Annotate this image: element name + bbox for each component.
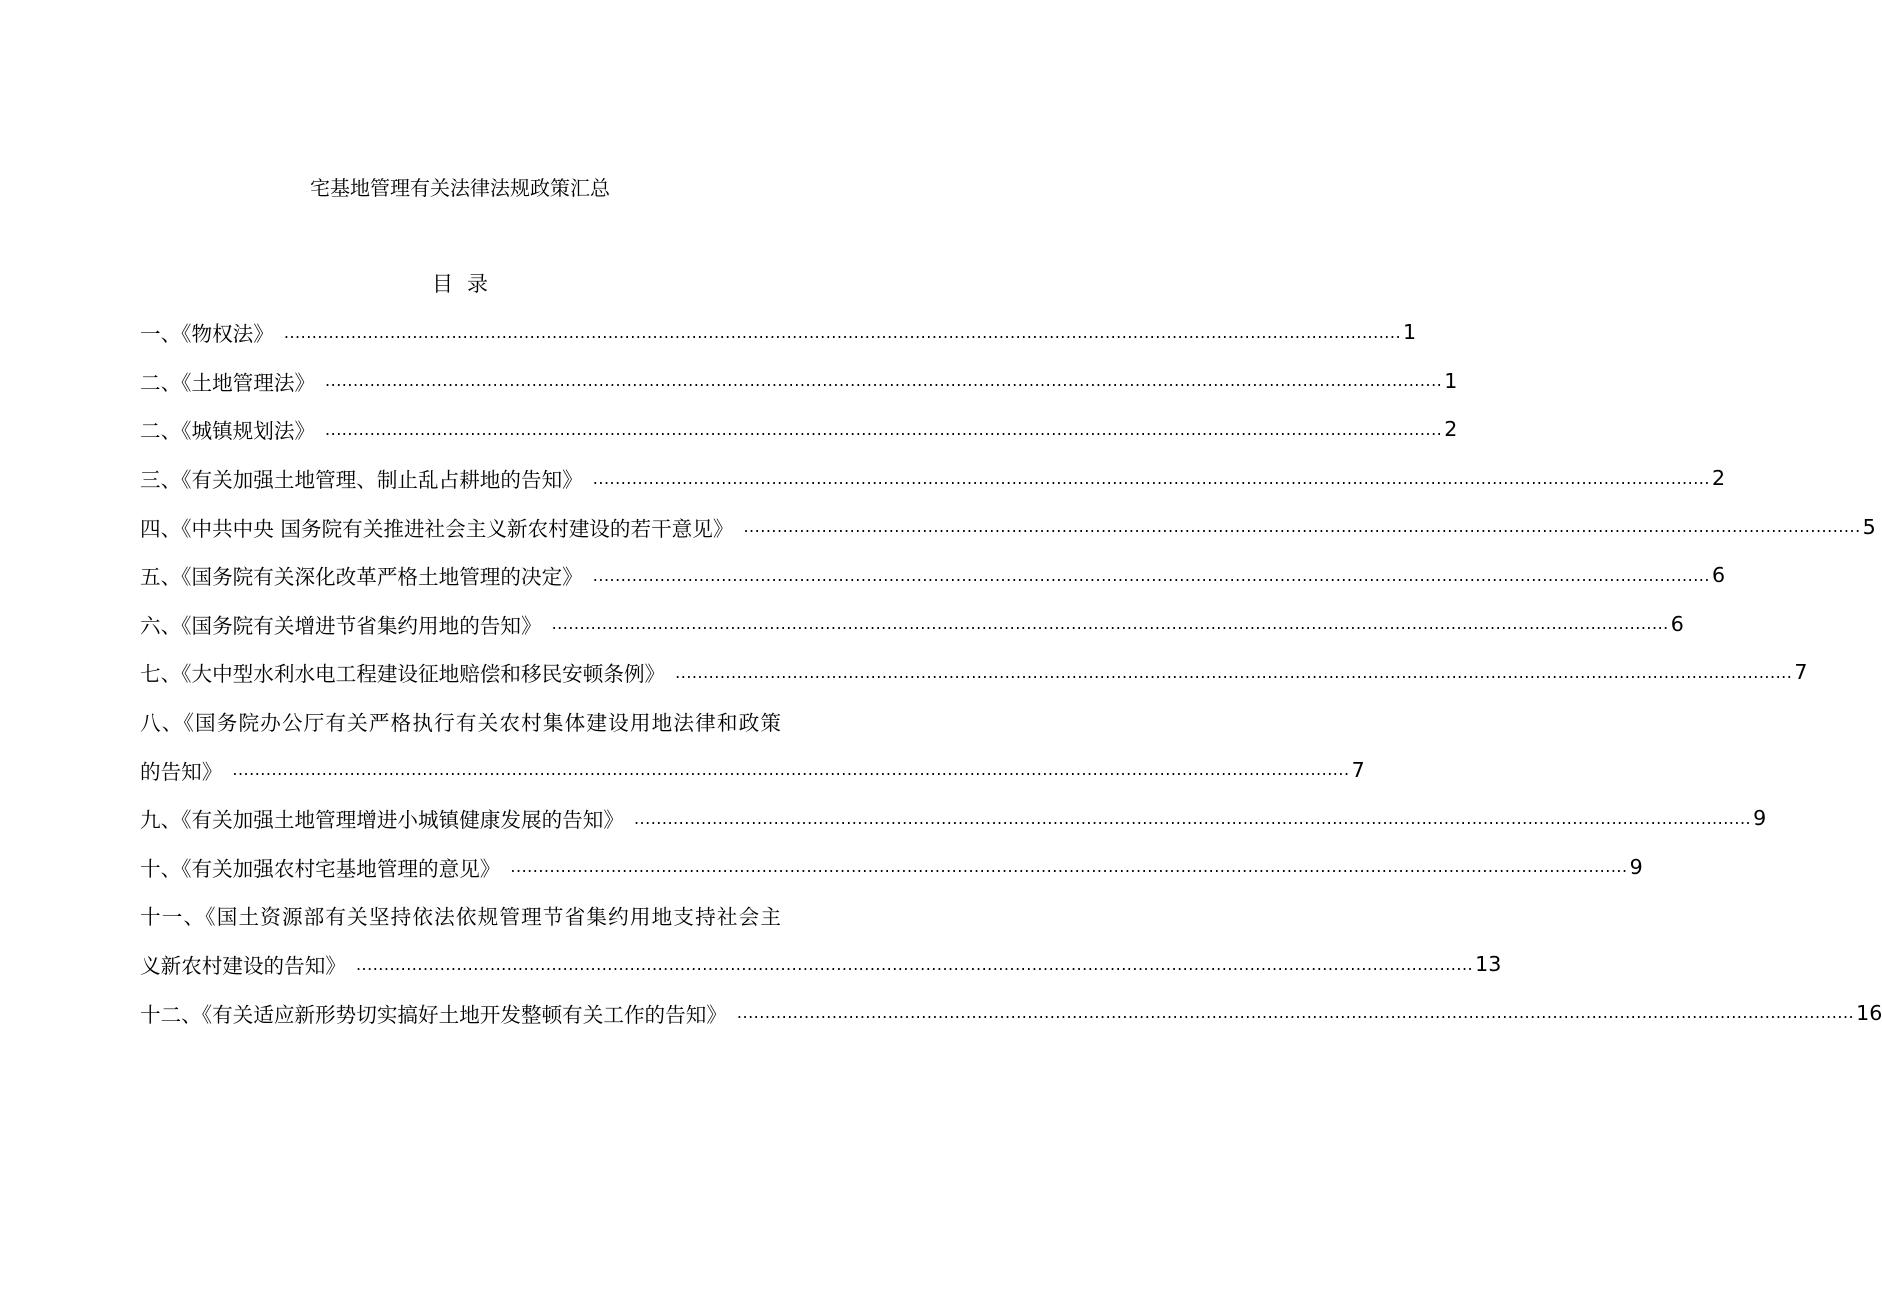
toc-page-number: 1: [1444, 368, 1458, 393]
toc-entry-label: 的告知》: [140, 759, 223, 784]
toc-page-number: 7: [1351, 757, 1365, 782]
dot-leader: ........................................................................................................................................................................................................: [232, 760, 1350, 780]
toc-page-number: 2: [1444, 417, 1458, 442]
toc-entry[interactable]: [140, 794, 1767, 843]
toc-entry[interactable]: [140, 454, 1726, 503]
toc-entry[interactable]: [140, 891, 781, 940]
toc-entry[interactable]: [140, 551, 1726, 600]
document-title: 宅基地管理有关法律法规政策汇总: [310, 176, 610, 200]
toc-entry[interactable]: [140, 843, 1643, 892]
toc-page-number: 16: [1856, 1000, 1882, 1025]
dot-leader: ........................................................................................................................................................................................................: [551, 614, 1669, 634]
toc-heading: 目录: [432, 272, 502, 296]
toc-entry-label: 十、《有关加强农村宅基地管理的意见》: [140, 856, 501, 881]
toc-entry-label: 七、《大中型水利水电工程建设征地赔偿和移民安顿条例》: [140, 662, 666, 687]
toc-page-number: 7: [1794, 660, 1808, 685]
dot-leader: ........................................................................................................................................................................................................: [325, 419, 1443, 439]
toc-page-number: 9: [1629, 854, 1643, 879]
dot-leader: ........................................................................................................................................................................................................: [675, 662, 1793, 682]
dot-leader: ........................................................................................................................................................................................................: [355, 954, 1474, 974]
toc-page-number: 5: [1862, 514, 1876, 539]
toc-entry-label: 九、《有关加强土地管理增进小城镇健康发展的告知》: [140, 808, 624, 833]
dot-leader: ........................................................................................................................................................................................................: [592, 468, 1710, 488]
toc-entry-label: 八、《国务院办公厅有关严格执行有关农村集体建设用地法律和政策: [140, 711, 781, 736]
toc-entry-label: 三、《有关加强土地管理、制止乱占耕地的告知》: [140, 468, 583, 493]
toc-entry[interactable]: [140, 697, 781, 746]
toc-entry-label: 十一、《国土资源部有关坚持依法依规管理节省集约用地支持社会主: [140, 905, 781, 930]
toc-page-number: 9: [1753, 806, 1767, 831]
toc-entry[interactable]: [140, 357, 1458, 406]
toc-entry[interactable]: [140, 502, 1876, 551]
toc-entry-label: 四、《中共中央 国务院有关推进社会主义新农村建设的若干意见》: [140, 516, 734, 541]
dot-leader: ........................................................................................................................................................................................................: [510, 857, 1628, 877]
dot-leader: ........................................................................................................................................................................................................: [736, 1003, 1855, 1023]
toc-page-number: 13: [1475, 952, 1502, 977]
toc-entry-label: 一、《物权法》: [140, 322, 274, 347]
toc-entry-label: 二、《城镇规划法》: [140, 419, 316, 444]
toc-entry-label: 五、《国务院有关深化改革严格土地管理的决定》: [140, 565, 583, 590]
toc-entry[interactable]: [140, 648, 1808, 697]
toc-entry-label: 二、《土地管理法》: [140, 370, 316, 395]
dot-leader: ........................................................................................................................................................................................................: [325, 371, 1443, 391]
toc-entry[interactable]: [140, 600, 1684, 649]
dot-leader: ........................................................................................................................................................................................................: [743, 517, 1861, 537]
toc-entry[interactable]: [140, 405, 1458, 454]
toc-page-number: 6: [1670, 611, 1684, 636]
toc-page-number: 2: [1711, 466, 1726, 491]
dot-leader: ........................................................................................................................................................................................................: [283, 322, 1402, 342]
toc-entry-continuation[interactable]: [140, 745, 1365, 794]
toc-entry-label: 义新农村建设的告知》: [140, 954, 346, 979]
toc-entry-label: 十二、《有关适应新形势切实搞好土地开发整顿有关工作的告知》: [140, 1002, 727, 1027]
dot-leader: ........................................................................................................................................................................................................: [592, 565, 1710, 585]
toc-page-number: 1: [1403, 320, 1417, 345]
toc-entry[interactable]: [140, 988, 1882, 1037]
toc-page-number: 6: [1711, 563, 1726, 588]
table-of-contents: [140, 308, 1882, 1037]
toc-entry-label: 六、《国务院有关增进节省集约用地的告知》: [140, 613, 542, 638]
toc-entry-continuation[interactable]: [140, 940, 1502, 989]
dot-leader: ........................................................................................................................................................................................................: [633, 808, 1752, 828]
toc-entry[interactable]: [140, 308, 1417, 357]
